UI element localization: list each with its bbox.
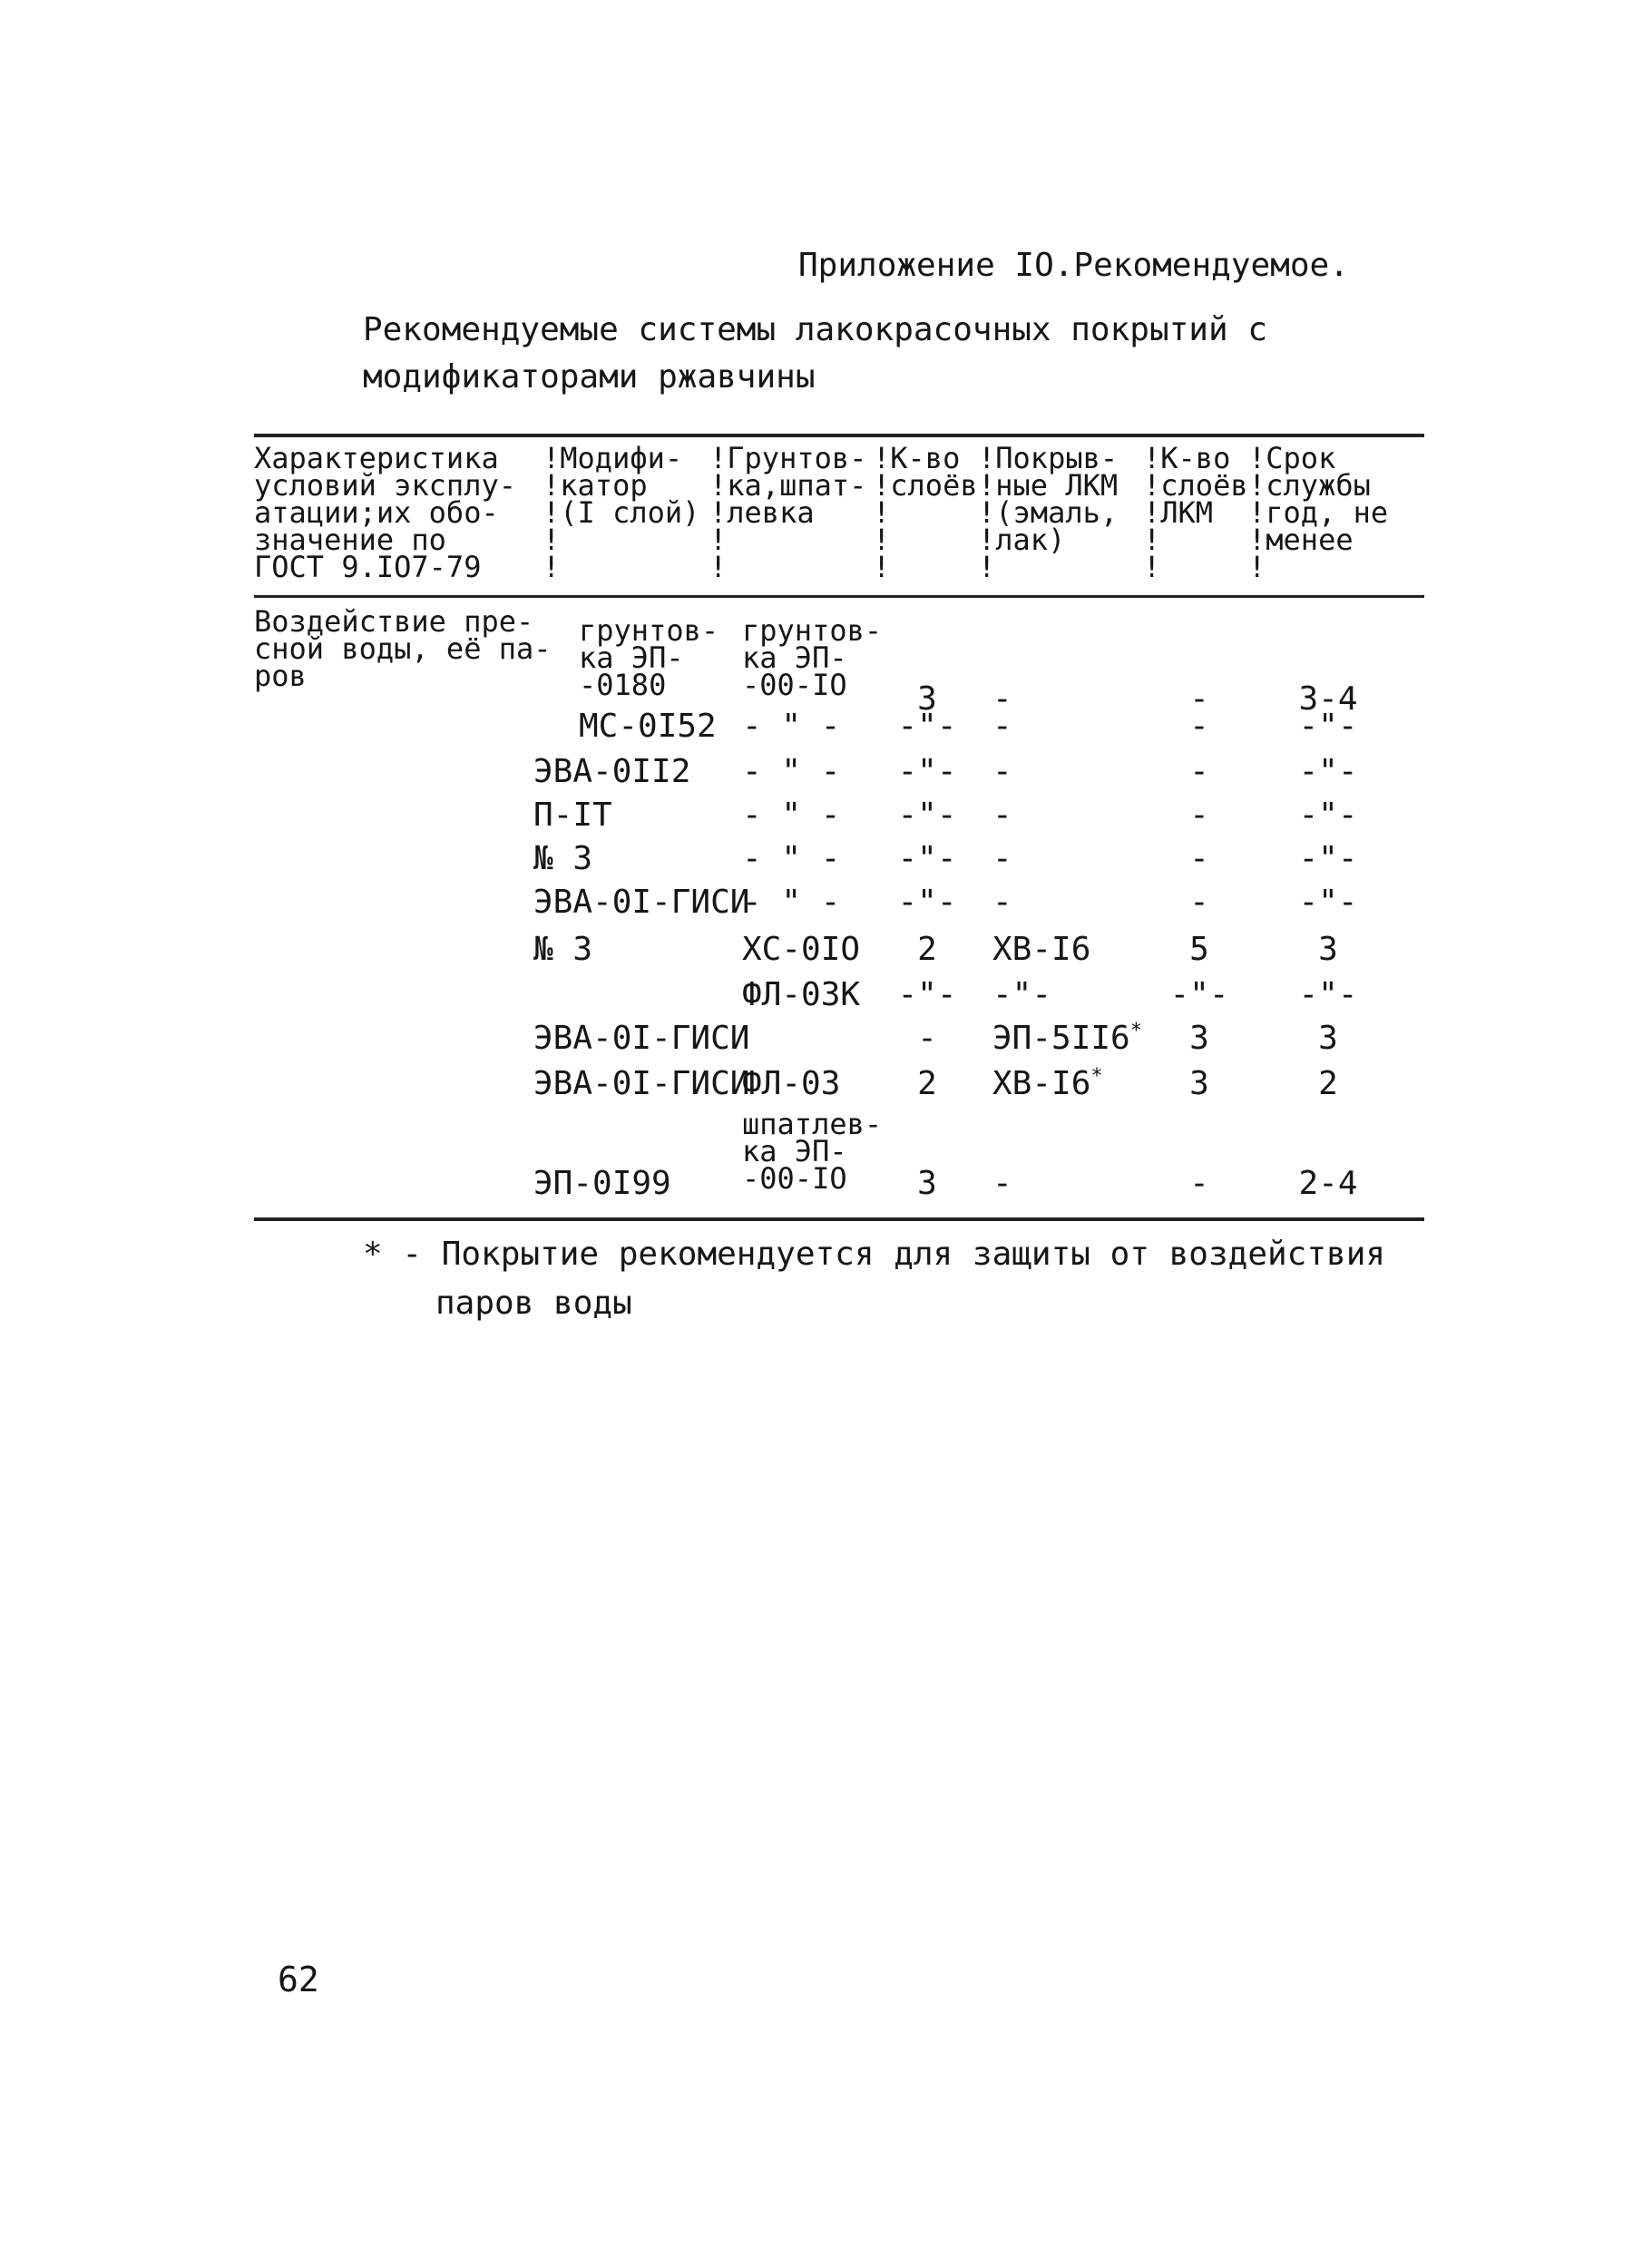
cell-life: 2-4 bbox=[1298, 1165, 1358, 1202]
cell-coat-layers: -"- bbox=[1169, 976, 1229, 1013]
cell-layers: 3 bbox=[917, 1165, 937, 1202]
appendix-label: Приложение IO.Рекомендуемое. bbox=[798, 247, 1349, 284]
cell-life: 2 bbox=[1318, 1065, 1338, 1102]
cell-coat-layers: - bbox=[1189, 753, 1209, 790]
exploitation-condition: Воздействие пре- сной воды, её па- ров bbox=[254, 604, 552, 693]
cell-life: -"- bbox=[1298, 797, 1358, 834]
cell-coating: - bbox=[992, 680, 1012, 718]
cell-life: -"- bbox=[1298, 753, 1358, 790]
header-conditions: Характеристика условий эксплу- атации;их обо- значение по ГОСТ 9.IO7-79 bbox=[254, 441, 516, 584]
cell-coating: - bbox=[992, 840, 1012, 877]
cell-life: -"- bbox=[1298, 976, 1358, 1013]
cell-layers: -"- bbox=[897, 884, 957, 921]
cell-coating: -"- bbox=[992, 976, 1052, 1013]
cell-coat-layers: - bbox=[1189, 884, 1209, 921]
cell-primer: - " - bbox=[742, 840, 841, 877]
cell-coat-layers: 5 bbox=[1189, 931, 1209, 968]
cell-primer: грунтов- ка ЭП- -00-IO bbox=[742, 613, 883, 702]
cell-coating: - bbox=[992, 797, 1012, 834]
header-coating: !Покрыв- !ные ЛКМ !(эмаль, !лак) ! bbox=[978, 441, 1119, 584]
cell-life: 3 bbox=[1318, 931, 1338, 968]
cell-coating: - bbox=[992, 708, 1012, 745]
table-top-rule bbox=[254, 434, 1424, 437]
cell-layers: -"- bbox=[897, 840, 957, 877]
cell-life: 3-4 bbox=[1298, 680, 1358, 718]
cell-coating: - bbox=[992, 753, 1012, 790]
cell-coating: ЭП-5II6* bbox=[992, 1020, 1142, 1057]
footnote-line-1: * - Покрытие рекомендуется для защиты от воздействия bbox=[363, 1236, 1386, 1273]
cell-life: -"- bbox=[1298, 840, 1358, 877]
cell-coat-layers: - bbox=[1189, 708, 1209, 745]
page-number: 62 bbox=[278, 1960, 319, 1999]
header-service-life: !Срок !службы !год, не !менее ! bbox=[1248, 441, 1389, 584]
cell-layers: -"- bbox=[897, 797, 957, 834]
cell-coat-layers: - bbox=[1189, 797, 1209, 834]
cell-primer: ХС-0IO bbox=[742, 931, 861, 968]
cell-coat-layers: 3 bbox=[1189, 1065, 1209, 1102]
cell-coating: ХВ-I6 bbox=[992, 931, 1091, 968]
cell-layers: -"- bbox=[897, 708, 957, 745]
cell-life: -"- bbox=[1298, 884, 1358, 921]
cell-primer: - " - bbox=[742, 797, 841, 834]
cell-primer: - " - bbox=[742, 708, 841, 745]
cell-modifier: МС-0I52 bbox=[579, 708, 717, 745]
cell-layers: -"- bbox=[897, 976, 957, 1013]
cell-modifier: грунтов- ка ЭП- -0180 bbox=[579, 613, 719, 702]
footnote-marker: * bbox=[1129, 1020, 1142, 1042]
cell-modifier: П-IТ bbox=[533, 797, 612, 834]
header-coat-layers: !К-во !слоёв !ЛКМ ! ! bbox=[1143, 441, 1248, 584]
cell-modifier: ЭВА-0II2 bbox=[533, 753, 691, 790]
cell-coating: ХВ-I6* bbox=[992, 1065, 1103, 1102]
cell-coat-layers: - bbox=[1189, 840, 1209, 877]
cell-coat-layers: - bbox=[1189, 1165, 1209, 1202]
cell-layers: 3 bbox=[917, 680, 937, 718]
table-bottom-rule bbox=[254, 1217, 1424, 1221]
cell-modifier: ЭП-0I99 bbox=[533, 1165, 671, 1202]
cell-coating: - bbox=[992, 884, 1012, 921]
cell-primer: шпатлев- ка ЭП- -00-IO bbox=[742, 1107, 883, 1196]
cell-coating: - bbox=[992, 1165, 1012, 1202]
cell-layers: - bbox=[917, 1020, 937, 1057]
header-primer: !Грунтов- !ка,шпат- !левка ! ! bbox=[709, 441, 867, 584]
cell-modifier: ЭВА-0I-ГИСИ bbox=[533, 1065, 750, 1102]
cell-life: -"- bbox=[1298, 708, 1358, 745]
cell-primer: - " - bbox=[742, 753, 841, 790]
cell-modifier: № 3 bbox=[533, 931, 593, 968]
cell-layers: 2 bbox=[917, 931, 937, 968]
header-layers: !К-во !слоёв ! ! ! bbox=[873, 441, 978, 584]
header-modifier: !Модифи- !катор !(I слой) ! ! bbox=[543, 441, 700, 584]
cell-modifier: ЭВА-0I-ГИСИ bbox=[533, 1020, 750, 1057]
cell-modifier: ЭВА-0I-ГИСИ bbox=[533, 884, 750, 921]
cell-layers: 2 bbox=[917, 1065, 937, 1102]
cell-coat-layers: 3 bbox=[1189, 1020, 1209, 1057]
footnote-marker: * bbox=[1090, 1065, 1103, 1088]
footnote-line-2: паров воды bbox=[435, 1285, 632, 1322]
cell-coat-layers: - bbox=[1189, 680, 1209, 718]
cell-life: 3 bbox=[1318, 1020, 1338, 1057]
cell-primer: ФЛ-03 bbox=[742, 1065, 841, 1102]
cell-layers: -"- bbox=[897, 753, 957, 790]
document-title: Рекомендуемые системы лакокрасочных покрытий с модификаторами ржавчины bbox=[363, 311, 1267, 396]
cell-primer: ФЛ-03К bbox=[742, 976, 861, 1013]
cell-modifier: № 3 bbox=[533, 840, 593, 877]
table-header-rule bbox=[254, 595, 1424, 598]
cell-primer: - " - bbox=[742, 884, 841, 921]
